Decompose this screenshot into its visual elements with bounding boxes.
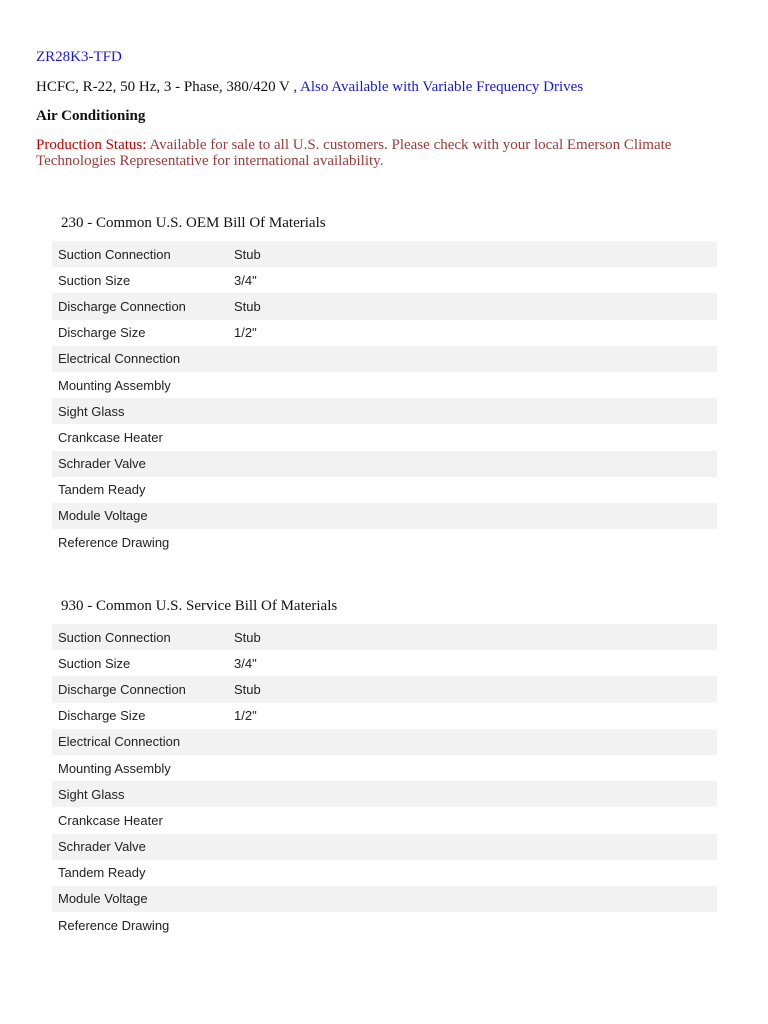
table-row [52,267,717,293]
table-row [52,624,717,650]
production-status [36,137,716,169]
spec-text: HCFC, R-22, 50 Hz, 3 - Phase, 380/420 V [36,79,290,95]
row-label: Module Voltage [58,508,148,524]
row-value: Stub [234,681,261,697]
table-row [52,755,717,781]
table-row [52,451,717,477]
table-row [52,372,717,398]
bom-table-oem [52,241,717,555]
row-label: Discharge Connection [58,298,186,314]
application-heading: Air Conditioning [36,108,146,124]
row-label: Sight Glass [58,403,125,419]
row-label: Reference Drawing [58,534,170,550]
spec-line [36,79,583,96]
row-label: Sight Glass [58,786,125,802]
row-value: 3/4" [234,272,257,288]
row-label: Schrader Valve [58,456,146,472]
table-row [52,781,717,807]
row-label: Reference Drawing [58,917,170,933]
row-label: Tandem Ready [58,865,146,881]
production-status-text: Available for sale to all U.S. customers. Please check with your local Emerson Climate Technologies Representative for international availability. [36,137,672,169]
model-link[interactable]: ZR28K3-TFD [36,49,122,65]
table-row [52,529,717,555]
table-row [52,650,717,676]
row-label: Suction Connection [58,246,171,262]
row-value: Stub [234,629,261,645]
table-row [52,834,717,860]
row-value: Stub [234,246,261,262]
section-title-oem-bom: 230 - Common U.S. OEM Bill Of Materials [61,215,326,231]
table-row [52,703,717,729]
table-row [52,503,717,529]
row-label: Discharge Size [58,708,146,724]
bom-table-service [52,624,717,938]
row-label: Suction Size [58,272,131,288]
row-value: 3/4" [234,655,257,671]
row-label: Suction Connection [58,629,171,645]
row-label: Discharge Connection [58,681,186,697]
row-label: Electrical Connection [58,734,181,750]
row-label: Schrader Valve [58,839,146,855]
vfd-link[interactable]: , Also Available with Variable Frequency Drives [293,79,584,95]
row-value: 1/2" [234,325,257,341]
table-row [52,424,717,450]
row-label: Discharge Size [58,325,146,341]
table-row [52,729,717,755]
table-row [52,676,717,702]
table-row [52,293,717,319]
row-label: Mounting Assembly [58,760,171,776]
row-label: Tandem Ready [58,482,146,498]
row-label: Electrical Connection [58,351,181,367]
row-value: Stub [234,298,261,314]
row-label: Suction Size [58,655,131,671]
table-row [52,912,717,938]
section-title-service-bom: 930 - Common U.S. Service Bill Of Materials [61,598,338,614]
row-label: Module Voltage [58,891,148,907]
table-row [52,398,717,424]
table-row [52,860,717,886]
table-row [52,886,717,912]
table-row [52,320,717,346]
row-label: Crankcase Heater [58,812,163,828]
table-row [52,346,717,372]
row-value: 1/2" [234,708,257,724]
row-label: Mounting Assembly [58,377,171,393]
table-row [52,477,717,503]
production-status-label: Production Status: [36,137,147,153]
table-row [52,807,717,833]
row-label: Crankcase Heater [58,429,163,445]
table-row [52,241,717,267]
